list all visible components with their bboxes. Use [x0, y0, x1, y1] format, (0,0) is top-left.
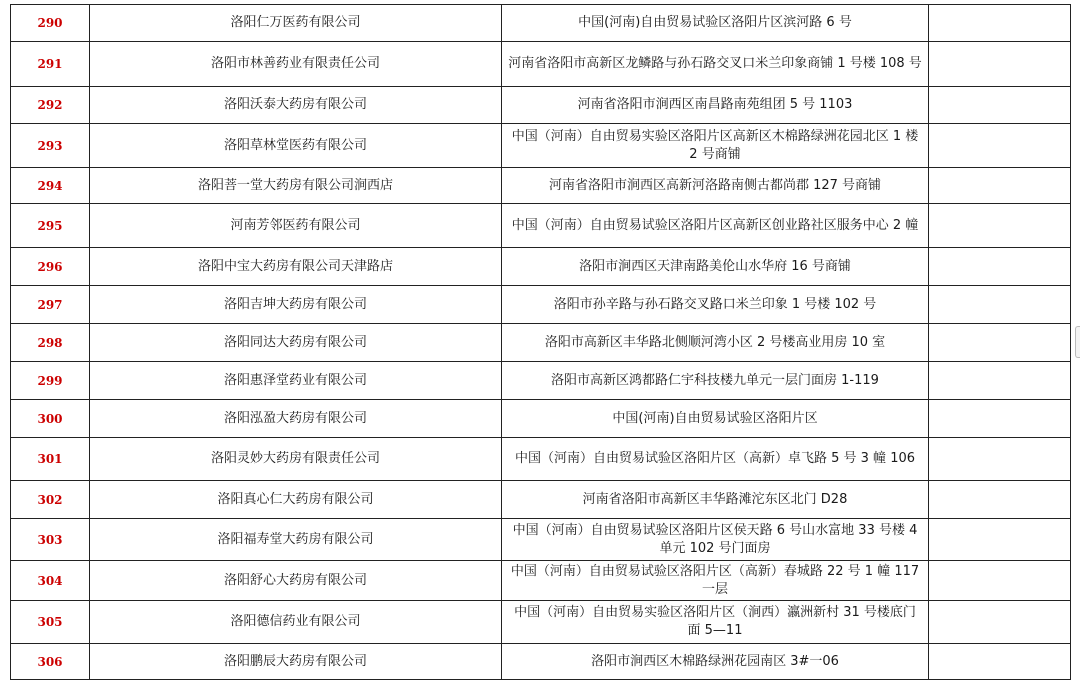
company-name: 洛阳吉坤大药房有限公司	[90, 286, 502, 324]
row-number: 302	[11, 481, 90, 519]
empty-cell	[929, 204, 1071, 248]
company-address: 洛阳市高新区丰华路北侧顺河湾小区 2 号楼高业用房 10 室	[502, 324, 929, 362]
company-name: 洛阳福寿堂大药房有限公司	[90, 519, 502, 561]
company-address: 洛阳市孙辛路与孙石路交叉路口米兰印象 1 号楼 102 号	[502, 286, 929, 324]
row-number: 300	[11, 400, 90, 438]
company-name: 洛阳中宝大药房有限公司天津路店	[90, 248, 502, 286]
row-number: 303	[11, 519, 90, 561]
table-row	[11, 42, 1071, 87]
empty-cell	[929, 601, 1071, 644]
row-number: 295	[11, 204, 90, 248]
table-row	[11, 362, 1071, 400]
empty-cell	[929, 42, 1071, 87]
row-number: 299	[11, 362, 90, 400]
empty-cell	[929, 248, 1071, 286]
empty-cell	[929, 87, 1071, 124]
company-address: 河南省洛阳市涧西区南昌路南苑组团 5 号 1103	[502, 87, 929, 124]
company-address: 洛阳市高新区鸿都路仁宇科技楼九单元一层门面房 1-119	[502, 362, 929, 400]
table-row	[11, 87, 1071, 124]
empty-cell	[929, 481, 1071, 519]
table-row	[11, 481, 1071, 519]
company-address: 中国（河南）自由贸易实验区洛阳片区高新区木棉路绿洲花园北区 1 楼 2 号商铺	[502, 124, 929, 168]
empty-cell	[929, 561, 1071, 601]
table-row	[11, 644, 1071, 680]
company-name: 洛阳菩一堂大药房有限公司涧西店	[90, 168, 502, 204]
company-address: 中国(河南)自由贸易试验区洛阳片区滨河路 6 号	[502, 5, 929, 42]
company-address: 中国（河南）自由贸易试验区洛阳片区（高新）春城路 22 号 1 幢 117 一层	[502, 561, 929, 601]
row-number: 292	[11, 87, 90, 124]
empty-cell	[929, 438, 1071, 481]
company-name: 洛阳同达大药房有限公司	[90, 324, 502, 362]
company-address: 中国（河南）自由贸易实验区洛阳片区（涧西）瀛洲新村 31 号楼底门面 5—11	[502, 601, 929, 644]
company-name: 洛阳市林善药业有限责任公司	[90, 42, 502, 87]
company-name: 洛阳惠泽堂药业有限公司	[90, 362, 502, 400]
row-number: 293	[11, 124, 90, 168]
company-name: 洛阳德信药业有限公司	[90, 601, 502, 644]
table-row	[11, 601, 1071, 644]
company-address: 中国（河南）自由贸易试验区洛阳片区侯天路 6 号山水富地 33 号楼 4 单元 102 号门面房	[502, 519, 929, 561]
company-address: 河南省洛阳市高新区丰华路滩沱东区北门 D28	[502, 481, 929, 519]
company-address: 中国（河南）自由贸易试验区洛阳片区高新区创业路社区服务中心 2 幢	[502, 204, 929, 248]
row-number: 290	[11, 5, 90, 42]
empty-cell	[929, 286, 1071, 324]
row-number: 297	[11, 286, 90, 324]
empty-cell	[929, 362, 1071, 400]
pharmacy-table	[10, 4, 1071, 680]
company-address: 中国(河南)自由贸易试验区洛阳片区	[502, 400, 929, 438]
company-name: 洛阳舒心大药房有限公司	[90, 561, 502, 601]
empty-cell	[929, 124, 1071, 168]
empty-cell	[929, 644, 1071, 680]
table-row	[11, 438, 1071, 481]
company-name: 洛阳泓盈大药房有限公司	[90, 400, 502, 438]
row-number: 306	[11, 644, 90, 680]
company-name: 洛阳灵妙大药房有限责任公司	[90, 438, 502, 481]
company-address: 中国（河南）自由贸易试验区洛阳片区（高新）卓飞路 5 号 3 幢 106	[502, 438, 929, 481]
company-address: 洛阳市涧西区木棉路绿洲花园南区 3#一06	[502, 644, 929, 680]
empty-cell	[929, 168, 1071, 204]
row-number: 304	[11, 561, 90, 601]
company-name: 洛阳真心仁大药房有限公司	[90, 481, 502, 519]
company-name: 洛阳草林堂医药有限公司	[90, 124, 502, 168]
company-name: 洛阳鹏辰大药房有限公司	[90, 644, 502, 680]
row-number: 294	[11, 168, 90, 204]
table-row	[11, 519, 1071, 561]
table-row	[11, 400, 1071, 438]
table-row	[11, 286, 1071, 324]
row-number: 298	[11, 324, 90, 362]
table-row	[11, 561, 1071, 601]
table-row	[11, 204, 1071, 248]
company-name: 洛阳沃泰大药房有限公司	[90, 87, 502, 124]
empty-cell	[929, 400, 1071, 438]
row-number: 291	[11, 42, 90, 87]
empty-cell	[929, 324, 1071, 362]
company-name: 河南芳邻医药有限公司	[90, 204, 502, 248]
table-row	[11, 5, 1071, 42]
company-name: 洛阳仁万医药有限公司	[90, 5, 502, 42]
empty-cell	[929, 519, 1071, 561]
row-number: 296	[11, 248, 90, 286]
table-row	[11, 124, 1071, 168]
table-row	[11, 168, 1071, 204]
table-row	[11, 324, 1071, 362]
row-number: 305	[11, 601, 90, 644]
row-number: 301	[11, 438, 90, 481]
table-row	[11, 248, 1071, 286]
company-address: 河南省洛阳市高新区龙鳞路与孙石路交叉口米兰印象商铺 1 号楼 108 号	[502, 42, 929, 87]
company-address: 河南省洛阳市涧西区高新河洛路南侧古都尚郡 127 号商铺	[502, 168, 929, 204]
empty-cell	[929, 5, 1071, 42]
company-address: 洛阳市涧西区天津南路美伦山水华府 16 号商铺	[502, 248, 929, 286]
side-scroll-tab[interactable]	[1075, 326, 1080, 358]
